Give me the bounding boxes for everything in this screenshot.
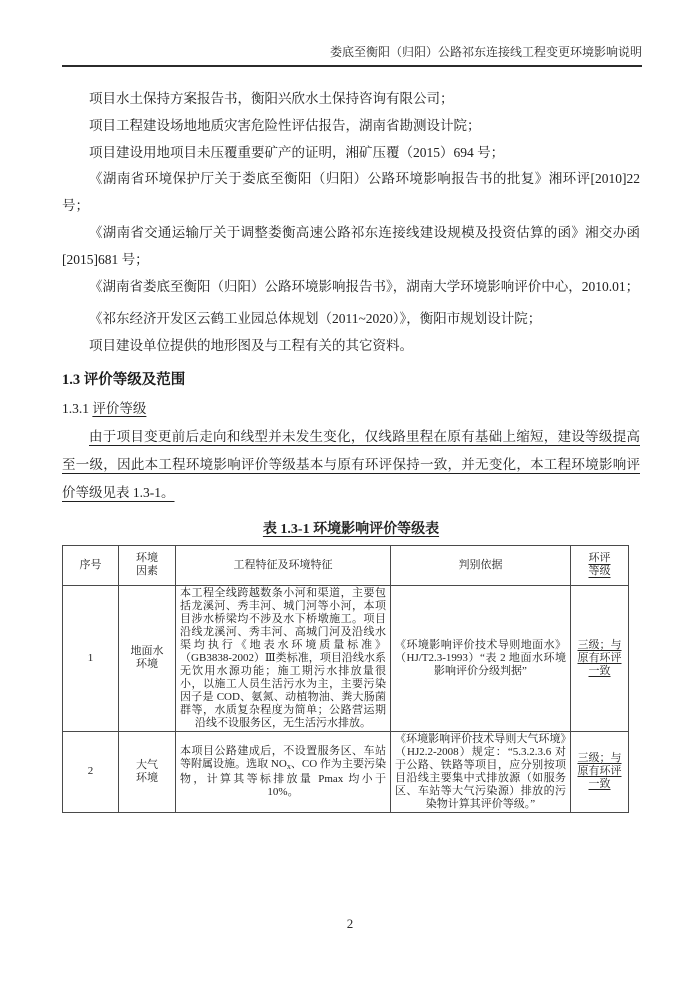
row-feature: 本项目公路建成后，不设置服务区、车站等附属设施。选取 $NO_x$、CO 作为主要污染物，计算其等标排放量 Pmax 均小于 10%。 bbox=[176, 731, 391, 812]
row-factor: 大气环境 bbox=[119, 731, 176, 812]
evaluation-grade-paragraph: 由于项目变更前后走向和线型并未发生变化，仅线路里程在原有基础上缩短，建设等级提高至一级，因此本工程环境影响评价等级基本与原有环评保持一致，并无变化，本工程环境影响评价等级见表 1.3-1。 bbox=[62, 428, 640, 500]
page-header bbox=[62, 44, 642, 67]
table-header-row bbox=[63, 545, 629, 585]
header-cell-factor: 环境因素 bbox=[119, 545, 176, 585]
reference-paragraph: 项目水土保持方案报告书，衡阳兴欣水土保持咨询有限公司； bbox=[89, 91, 454, 106]
reference-paragraph: 项目工程建设场地地质灾害危险性评估报告，湖南省勘测设计院； bbox=[89, 117, 481, 133]
header-title: 娄底至衡阳（归阳）公路祁东连接线工程变更环境影响说明 bbox=[329, 45, 642, 59]
section-heading-1-3: 1.3 评价等级及范围 bbox=[62, 371, 186, 388]
table-title: 表 1.3-1 环境影响评价等级表 bbox=[262, 521, 440, 537]
reference-paragraph: 项目建设单位提供的地形图及与工程有关的其它资料。 bbox=[89, 338, 413, 354]
row-grade: 三级；与原有环评一致 bbox=[571, 731, 629, 812]
header-cell-feature: 工程特征及环境特征 bbox=[176, 545, 391, 585]
subscript-x: x bbox=[286, 761, 291, 771]
table-row bbox=[63, 585, 629, 731]
header-cell-basis: 判别依据 bbox=[391, 545, 571, 585]
header-cell-no: 序号 bbox=[63, 545, 119, 585]
row-grade: 三级；与原有环评一致 bbox=[571, 585, 629, 731]
reference-paragraph: 《湖南省娄底至衡阳（归阳）公路环境影响报告书》，湖南大学环境影响评价中心，2010.01； bbox=[89, 278, 640, 294]
row-no: 2 bbox=[63, 731, 119, 812]
table-row bbox=[63, 731, 629, 812]
header-cell-grade: 环评等级 bbox=[571, 545, 629, 585]
page-content bbox=[62, 86, 640, 813]
reference-paragraph: 项目建设用地项目未压覆重要矿产的证明，湘矿压覆（2015）694 号； bbox=[89, 144, 505, 160]
reference-paragraph: 《湖南省环境保护厅关于娄底至衡阳（归阳）公路环境影响报告书的批复》湘环评[2010]22 号； bbox=[62, 171, 640, 214]
section-title: 评价等级 bbox=[92, 400, 147, 416]
row-no: 1 bbox=[63, 585, 119, 731]
section-heading-1-3-1 bbox=[62, 395, 640, 422]
evaluation-grade-table bbox=[62, 545, 629, 813]
section-number: 1.3.1 bbox=[62, 400, 89, 416]
row-factor: 地面水环境 bbox=[119, 585, 176, 731]
row-feature: 本工程全线跨越数条小河和渠道，主要包括龙溪河、秀丰河、城门河等小河，本项目涉水桥梁均不涉及水下桥墩施工。项目沿线龙溪河、秀丰河、高城门河及沿线水渠均执行《地表水环境质量标准》（GB3838-2002）Ⅲ类标准，项目沿线水系无饮用水源功能；施工期污水排放量很小，以施工人员生活污水为主，主要污染因子是 COD、氨氮、动植物油、粪大肠菌群等，水质复杂程度为简单；公路营运期沿线不设服务区，无生活污水排放。 bbox=[176, 585, 391, 731]
reference-paragraph: 《湖南省交通运输厅关于调整娄衡高速公路祁东连接线建设规模及投资估算的函》湘交办函[2015]681 号； bbox=[62, 224, 640, 267]
row-basis: 《环境影响评价技术导则大气环境》（HJ2.2-2008）规定：“5.3.2.3.6 对于公路、铁路等项目，应分别按项目沿线主要集中式排放源（如服务区、车站等大气污染源）排放的污染物计算其评价等级。” bbox=[391, 731, 571, 812]
reference-paragraph: 《祁东经济开发区云鹤工业园总体规划（2011~2020）》，衡阳市规划设计院； bbox=[89, 311, 542, 327]
page-number: 2 bbox=[346, 916, 354, 931]
row-basis: 《环境影响评价技术导则地面水》（HJ/T2.3-1993）“表 2 地面水环境影响评价分级判据” bbox=[391, 585, 571, 731]
